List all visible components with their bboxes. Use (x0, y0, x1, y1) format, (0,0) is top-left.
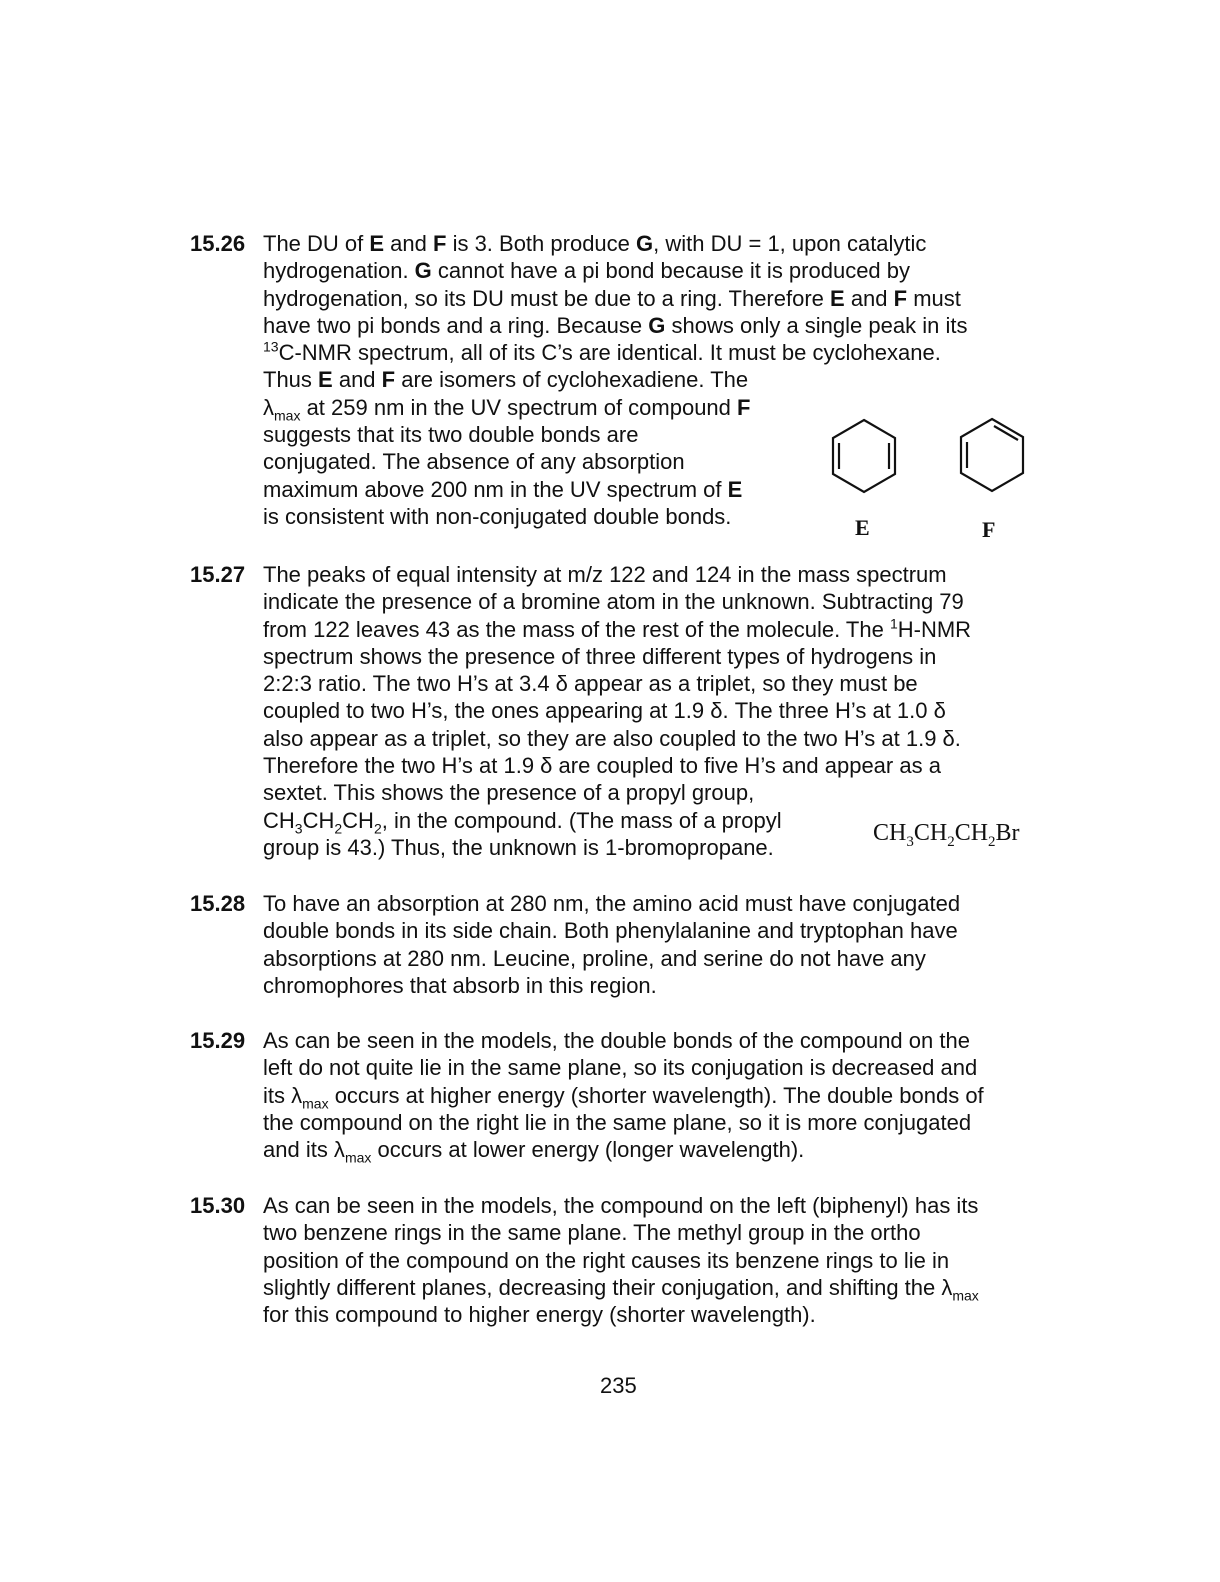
text-run: C-NMR spectrum, all of its C’s are identical. It must be cyclohexane. (278, 340, 941, 366)
text-run: and its λ (263, 1137, 345, 1163)
formula-part: CH (873, 820, 907, 846)
superscript: 1 (889, 615, 898, 632)
text-line (263, 366, 967, 393)
structure-f-cyclohexa-1-3-diene (954, 412, 1034, 502)
text-run: As can be seen in the models, the compound on the left (biphenyl) has its (263, 1193, 979, 1218)
bold-compound-label: E (830, 285, 845, 311)
text-line (263, 1274, 979, 1304)
text-line (263, 807, 971, 837)
problem-number: 15.27 (190, 562, 246, 587)
problem-number: 15.30 (190, 1193, 246, 1218)
text-line (263, 643, 971, 670)
text-line (263, 890, 960, 917)
text-run: 2:2:3 ratio. The two H’s at 3.4 δ appear as a triplet, so they must be (263, 671, 918, 697)
bold-compound-label: F (893, 285, 908, 311)
text-run: absorptions at 280 nm. Leucine, proline, and serine do not have any (263, 945, 926, 971)
text-run: slightly different planes, decreasing their conjugation, and shifting the λ (263, 1274, 953, 1300)
text-run: suggests that its two double bonds are (263, 422, 639, 448)
text-run: H-NMR (897, 616, 972, 642)
text-run: from 122 leaves 43 as the mass of the rest of the molecule. The (263, 616, 890, 642)
text-run: are isomers of cyclohexadiene. The (395, 367, 749, 393)
bold-compound-label: E (369, 231, 385, 256)
bold-compound-label: G (648, 312, 666, 338)
text-run: is 3. Both produce (446, 231, 637, 256)
structure-f-label: F (982, 517, 996, 542)
problem-text (263, 1027, 984, 1166)
subscript: 2 (334, 820, 343, 837)
text-run: , in the compound. (The mass of a propyl (381, 807, 782, 833)
text-run: position of the compound on the right causes its benzene rings to lie in (263, 1247, 950, 1273)
text-run: and (332, 367, 382, 393)
bold-compound-label: G (636, 231, 654, 256)
text-run: for this compound to higher energy (shorter wavelength). (263, 1302, 816, 1328)
text-run: indicate the presence of a bromine atom in the unknown. Subtracting 79 (263, 589, 964, 615)
problem-number: 15.29 (190, 1028, 246, 1053)
formula-sub: 3 (906, 833, 914, 850)
text-line (263, 779, 971, 806)
text-run: The DU of (263, 231, 370, 256)
subscript: max (952, 1287, 979, 1304)
text-line (263, 561, 971, 588)
text-run: group is 43.) Thus, the unknown is 1-bromopropane. (263, 834, 774, 860)
text-line (263, 945, 960, 972)
text-run: must (907, 285, 961, 311)
formula-1-bromopropane (873, 820, 1020, 850)
text-run: coupled to two H’s, the ones appearing at 1.9 δ. The three H’s at 1.0 δ (263, 698, 946, 724)
text-run: CH (302, 807, 335, 833)
text-run: chromophores that absorb in this region. (263, 972, 657, 998)
superscript: 13 (263, 338, 279, 355)
text-run: cannot have a pi bond because it is produced by (431, 258, 911, 284)
text-line (263, 1247, 979, 1274)
text-line (263, 588, 971, 615)
subscript: max (344, 1149, 372, 1166)
formula-sub: 2 (988, 833, 996, 850)
text-line (263, 972, 960, 999)
text-line (263, 725, 971, 752)
text-run: spectrum shows the presence of three different types of hydrogens in (263, 643, 937, 669)
text-line (263, 1219, 979, 1246)
text-line (263, 752, 971, 779)
problem-text (263, 890, 960, 999)
text-line (263, 1027, 984, 1054)
text-run: the compound on the right lie in the same plane, so it is more conjugated (263, 1109, 972, 1135)
text-line (263, 1054, 984, 1081)
text-line (263, 1109, 984, 1136)
text-line (263, 616, 971, 643)
text-line (263, 1082, 984, 1109)
formula-part: Br (995, 820, 1020, 846)
text-run: also appear as a triplet, so they are also coupled to the two H’s at 1.9 δ. (263, 725, 961, 751)
bold-compound-label: E (727, 476, 743, 502)
text-run: shows only a single peak in its (665, 312, 968, 338)
problem-number: 15.28 (190, 891, 246, 916)
text-line (263, 285, 967, 312)
subscript: max (302, 1094, 329, 1111)
text-run: maximum above 200 nm in the UV spectrum of (263, 476, 728, 502)
text-line (263, 917, 960, 944)
text-run: and (384, 231, 433, 256)
text-run: sextet. This shows the presence of a propyl group, (263, 780, 755, 806)
text-run: CH (342, 807, 374, 833)
text-run: hydrogenation, so its DU must be due to a ring. Therefore (263, 285, 831, 311)
text-run: occurs at higher energy (shorter wavelength). The double bonds of (328, 1082, 984, 1108)
subscript: 3 (294, 820, 303, 837)
text-line (263, 312, 967, 339)
text-run: Therefore the two H’s at 1.9 δ are coupled to five H’s and appear as a (263, 753, 941, 779)
text-run: its λ (263, 1082, 303, 1108)
text-run: is consistent with non-conjugated double bonds. (263, 503, 732, 529)
text-run: , with DU = 1, upon catalytic (653, 231, 927, 256)
text-run: two benzene rings in the same plane. The methyl group in the ortho (263, 1220, 921, 1246)
text-line (263, 257, 967, 284)
subscript: 2 (373, 820, 382, 837)
text-run: left do not quite lie in the same plane, so its conjugation is decreased and (263, 1055, 978, 1081)
text-run: CH (263, 807, 295, 833)
text-line (263, 670, 971, 697)
formula-part: CH (913, 820, 948, 846)
text-run: To have an absorption at 280 nm, the amino acid must have conjugated (263, 891, 961, 916)
text-run: hydrogenation. (263, 258, 415, 284)
formula-sub: 2 (947, 833, 955, 850)
problem-text (263, 561, 971, 861)
structure-e-cyclohexa-1-4-diene (825, 412, 905, 502)
text-run: at 259 nm in the UV spectrum of compound (300, 394, 738, 420)
text-run: λ (263, 394, 274, 420)
text-line (263, 1301, 979, 1328)
bold-compound-label: G (414, 258, 432, 284)
subscript: max (274, 407, 301, 424)
problem-number: 15.26 (190, 231, 246, 256)
text-run: Thus (263, 367, 319, 393)
text-run: and (844, 285, 894, 311)
text-line (263, 1136, 984, 1166)
text-line (263, 339, 967, 366)
bold-compound-label: F (433, 231, 447, 256)
page-number: 235 (600, 1373, 637, 1398)
bold-compound-label: F (737, 394, 751, 420)
text-line (263, 1192, 979, 1219)
text-run: conjugated. The absence of any absorption (263, 449, 685, 475)
text-run: The peaks of equal intensity at m/z 122 and 124 in the mass spectrum (263, 562, 947, 587)
text-line (263, 230, 967, 257)
text-run: As can be seen in the models, the double bonds of the compound on the (263, 1028, 970, 1053)
text-run: double bonds in its side chain. Both phenylalanine and tryptophan have (263, 918, 958, 944)
structure-e-label: E (855, 515, 870, 540)
bold-compound-label: F (381, 367, 396, 393)
text-line (263, 697, 971, 724)
bold-compound-label: E (318, 367, 333, 393)
formula-part: CH (954, 820, 989, 846)
text-line (263, 834, 971, 861)
text-run: occurs at lower energy (longer wavelength). (371, 1137, 805, 1163)
text-run: have two pi bonds and a ring. Because (263, 312, 649, 338)
problem-text (263, 1192, 979, 1328)
